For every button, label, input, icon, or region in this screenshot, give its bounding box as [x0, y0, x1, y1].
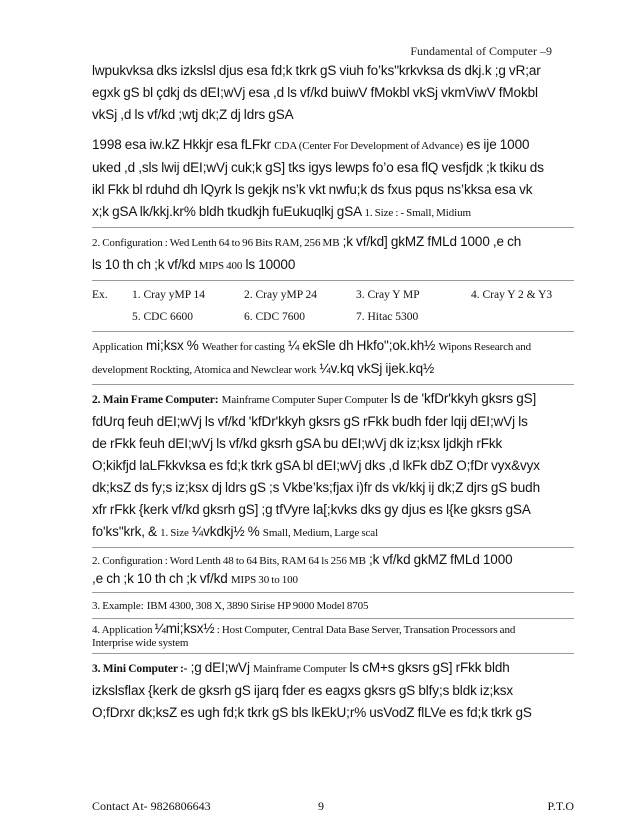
mini-line-1: izkslsflax {kerk de gksrh gS ijarq fder es eagxs gksrs gS blfy;s bldk iz;ksx [92, 683, 514, 698]
size-label: 1. Size [160, 527, 189, 539]
example-item: 4. Cray Y 2 & Y3 [471, 289, 553, 301]
divider [92, 653, 574, 654]
application-line-1 [92, 335, 574, 358]
mini-subtitle: Mainframe Computer [253, 663, 347, 675]
config-text-2: ls 10 th ch ;k vf/kd [92, 257, 196, 272]
mainframe-text: ls de 'kfDr'kkyh gksrs gS] [390, 391, 537, 406]
mf-config-text: ;k vf/kd gkMZ fMLd 1000 [369, 552, 513, 567]
application-hindi-3: ¼v.kq vkSj ijek.kq½ [319, 361, 435, 376]
mf-app-hindi: ¼mi;ksx½ [154, 621, 215, 636]
para2-last: x;k gSA lk/kkj.kr% bldh tkudkjh fuEukuqlkj gSA [92, 204, 362, 219]
size-hindi: ¼vkdkj½ % [192, 524, 260, 539]
divider [92, 280, 574, 281]
mf-app-line-2: Interprise wide system [92, 637, 189, 649]
mf-config-line-1 [92, 551, 574, 570]
application-label: Application [92, 341, 143, 353]
para2-line-1 [92, 134, 574, 157]
mini-text: ;g dEI;wVj [190, 660, 250, 675]
mainframe-line-2: de rFkk feuh dEI;wVj ls vf/kd gksrh gSA bu dEI;wVj dk iz;ksx ljdkjh rFkk [92, 436, 503, 451]
para2-line-3: ikl Fkk bl rduhd dh lQyrk ls gekjk ns’k vkt nwfu;k ds fxus pqus ns’kksa esa vk [92, 182, 533, 197]
mainframe-line-3: O;kikfjd laLFkkvksa es fd;k tkrk gSA bl dEI;wVj dks ,d lkFk dbZ O;fDr vyx&vyx [92, 458, 540, 473]
page-content [92, 60, 574, 724]
example-item: 7. Hitac 5300 [356, 311, 419, 323]
mainframe-line-4: dk;ksZ ds fy;s iz;ksx dj ldrs gS ;s Vkbe’ks;fjax i)fr ds vk/kkj ij dk;Z djrs gS budh [92, 480, 540, 495]
example-item: 5. CDC 6600 [132, 311, 194, 323]
mainframe-title-line [92, 388, 574, 411]
example-item: 2. Cray yMP 24 [244, 289, 318, 301]
config-text-3: ls 10000 [245, 257, 296, 272]
mf-example-label: 3. Example: [92, 600, 144, 612]
mf-config-label: 2. Configuration : Word Lenth 48 to 64 Bits, RAM 64 ls 256 MB [92, 555, 366, 567]
application-text-3: development Rockting, Atomica and Newclear work [92, 364, 317, 376]
divider [92, 618, 574, 619]
divider [92, 547, 574, 548]
application-hindi-2: ¼ ekSle dh Hkfo";ok.kh½ [287, 338, 436, 353]
example-item: 3. Cray Y MP [356, 289, 420, 301]
divider [92, 331, 574, 332]
cda-text: CDA (Center For Development of Advance) [274, 140, 464, 152]
size-values: Small, Medium, Large scal [262, 527, 379, 539]
pto-text: P.T.O [547, 799, 574, 813]
para1-line-3: vkSj ,d ls vf/kd ;wtj dk;Z dj ldrs gSA [92, 107, 294, 122]
mf-example-line [92, 596, 574, 615]
page-number: 9 [318, 799, 324, 813]
size-note: 1. Size : - Small, Midium [364, 207, 471, 219]
mini-title-line [92, 657, 574, 680]
mf-app-label: 4. Application [92, 624, 153, 636]
contact-text: Contact At- 9826806643 [92, 799, 211, 813]
mainframe-size-line [92, 521, 574, 544]
mf-app-text: : Host Computer, Central Data Base Server, Transation Processors and [216, 624, 516, 636]
para2-text-tail: es ije 1000 [466, 137, 530, 152]
mainframe-subtitle: Mainframe Computer Super Computer [221, 394, 388, 406]
mini-text-2: ls cM+s gksrs gS] rFkk bldh [349, 660, 510, 675]
application-text: Weather for casting [201, 341, 285, 353]
mf-config-line-2 [92, 570, 574, 589]
para2-line-2: uked ,d ,sls lwij dEI;wVj cuk;k gS] tks igys lewps fo’o esa flQ vesfjdk ;k tkiku ds [92, 160, 544, 175]
divider [92, 592, 574, 593]
mips-text: MIPS 400 [198, 260, 243, 272]
mainframe-line-1: fdUrq feuh dEI;wVj ls vf/kd 'kfDr'kkyh gksrs gS rFkk budh fder lqij dEI;wVj ls [92, 414, 528, 429]
para2-line-4 [92, 201, 574, 224]
mf-app-line-1 [92, 622, 574, 637]
para1-line-1: lwpukvksa dks izkslsl djus esa fd;k tkrk gS viuh fo’ks"krkvksa ds dkj.k ;g vR;ar [92, 63, 541, 78]
example-item: 1. Cray yMP 14 [132, 289, 206, 301]
mf-example-text: IBM 4300, 308 X, 3890 Sirise HP 9000 Model 8705 [146, 600, 369, 612]
example-item: 6. CDC 7600 [244, 311, 306, 323]
application-hindi: mi;ksx % [146, 338, 199, 353]
config-text: ;k vf/kd] gkMZ fMLd 1000 ,e ch [342, 234, 522, 249]
para2-text: 1998 esa iw.kZ Hkkjr esa fLFkr [92, 137, 272, 152]
application-line-2 [92, 358, 574, 381]
config-label: 2. Configuration : Wed Lenth 64 to 96 Bits RAM, 256 MB [92, 237, 340, 249]
divider [92, 227, 574, 228]
page-header: Fundamental of Computer –9 [410, 44, 552, 58]
mainframe-line-5: xfr rFkk {kerk vf/kd gksrh gS] ;g tfVyre la[;kvks dks gy djus es l{ke gksrs gSA [92, 502, 531, 517]
examples-label: Ex. [92, 289, 108, 301]
application-text-2: Wipons Research and [438, 341, 532, 353]
examples-row-2 [92, 306, 574, 328]
divider [92, 384, 574, 385]
mini-heading: 3. Mini Computer :- [92, 663, 188, 675]
mf-config-text-2: ,e ch ;k 10 th ch ;k vf/kd [92, 571, 228, 586]
mf-mips: MIPS 30 to 100 [230, 574, 298, 586]
page-footer [92, 799, 574, 814]
config-line-1 [92, 231, 574, 254]
para1-line-2: egxk gS bl çdkj ds dEI;wVj esa ,d ls vf/kd buiwV fMokbl vkSj vkmViwV fMokbl [92, 85, 538, 100]
config-line-2 [92, 254, 574, 277]
features-label: fo'ks"krk, & [92, 524, 157, 539]
mainframe-heading: 2. Main Frame Computer: [92, 394, 219, 406]
examples-row-1 [92, 284, 574, 306]
mini-line-2: O;fDrxr dk;ksZ es ugh fd;k tkrk gS bls lkEkU;r% usVodZ flLVe es fd;k tkrk gS [92, 705, 532, 720]
